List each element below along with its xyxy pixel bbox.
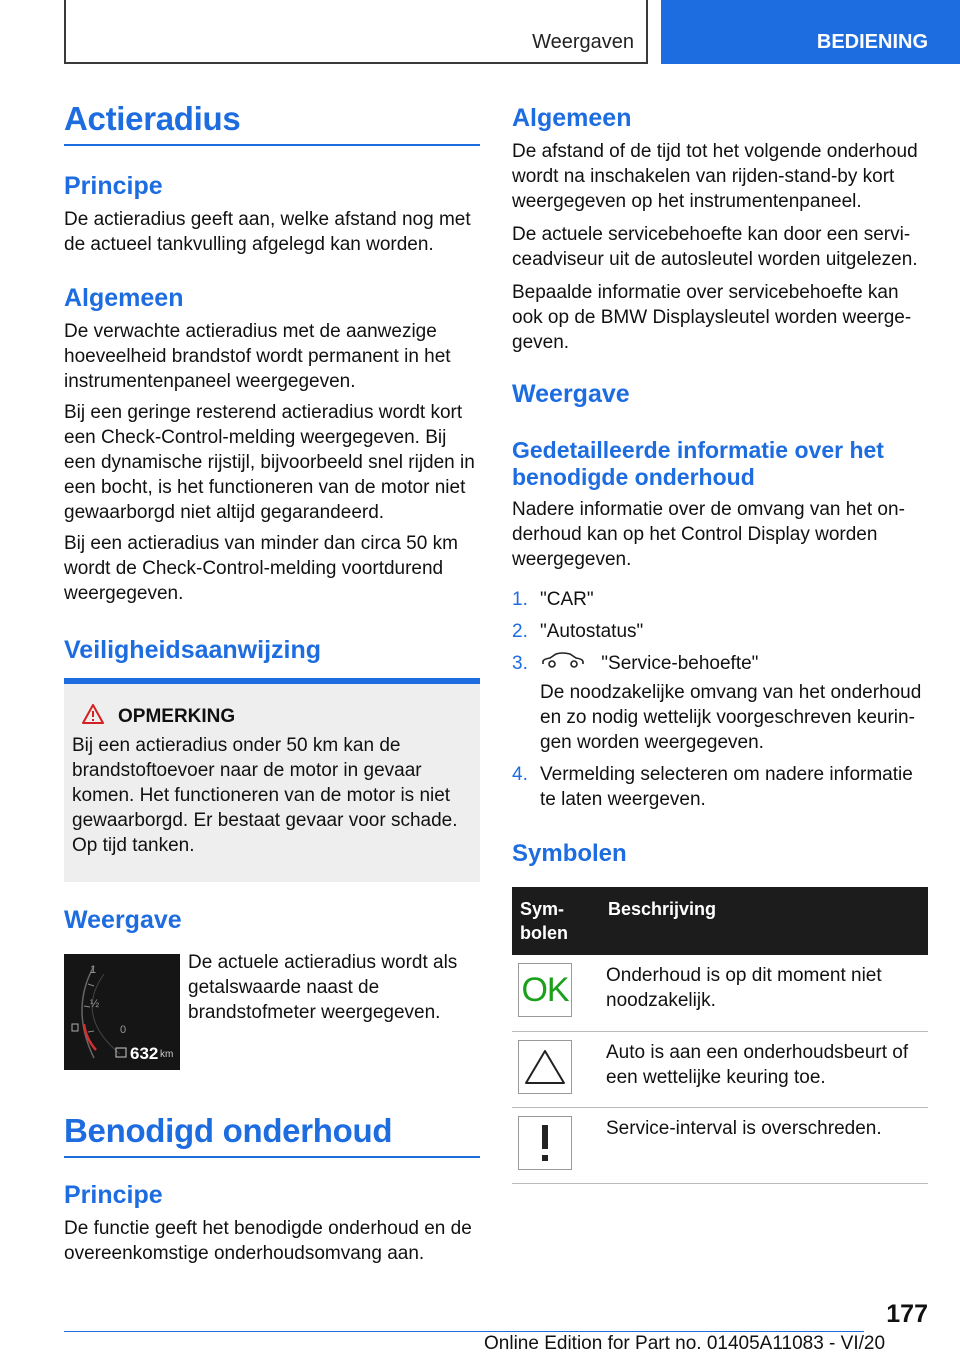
table-row xyxy=(512,1107,928,1183)
ok-icon xyxy=(518,963,572,1017)
table-row xyxy=(512,955,928,1031)
page-number: 177 xyxy=(886,1300,928,1328)
detail-section xyxy=(512,437,928,572)
step-text: Vermelding selecteren om nadere informatie te laten weergeven. xyxy=(540,764,913,811)
principe2-text: De functie geeft het benodigde onderhoud en de overeenkomstige onderhoudsomvang aan. xyxy=(64,1218,472,1264)
title-actieradius-block xyxy=(64,100,480,146)
principe-heading: Principe xyxy=(64,172,163,200)
warning-triangle-icon xyxy=(518,1040,572,1094)
weergave-heading-left: Weergave xyxy=(64,906,182,934)
weergave-heading-right: Weergave xyxy=(512,380,630,408)
step-number: 2. xyxy=(512,621,528,642)
weergave-text-left: De actuele actieradius wordt als getalswaarde naast de brandstofmeter weergegeven. xyxy=(188,952,458,1023)
algemeen-right-paragraph-3: Bepaalde informatie over servicebehoefte kan ook op de BMW Displaysleutel worden weergegeven. xyxy=(512,282,912,353)
weergave-section-right xyxy=(512,380,928,409)
algemeen-paragraph-3: Bij een actieradius van minder dan circa 50 km wordt de Check-Control-melding voortdurend weergegeven. xyxy=(64,533,458,604)
cluster-scale-0: 0 xyxy=(120,1024,127,1036)
detail-heading: Gedetailleerde informatie over het benodigde onderhoud xyxy=(512,437,884,490)
symbol-cell xyxy=(512,1031,600,1107)
steps-list xyxy=(512,587,928,812)
step-subtext: De noodzakelijke omvang van het onderhoud en zo nodig wettelijk voorgeschreven keuringen worden weergegeven. xyxy=(540,682,922,754)
algemeen-section-left xyxy=(64,284,480,606)
table-row xyxy=(512,1031,928,1107)
header-section-label: Weergaven xyxy=(532,31,634,53)
step-number: 3. xyxy=(512,653,528,674)
warning-triangle-icon xyxy=(82,704,104,729)
step-text: "Autostatus" xyxy=(540,621,644,642)
algemeen-section-right xyxy=(512,104,928,355)
step-number: 4. xyxy=(512,764,528,786)
safety-section xyxy=(64,636,480,665)
algemeen-paragraph-2: Bij een geringe resterend actieradius wordt kort een Check-Control-melding weergegeven. Bij een dynamische rijstijl, bijvoorbeeld snel rijden in een bocht, is het functioneren van de motor niet gewaarborgd niet altijd gegarandeerd. xyxy=(64,402,475,523)
symbol-cell xyxy=(512,955,600,1031)
algemeen-paragraph-1: De verwachte actieradius met de aanwezige hoeveelheid brandstof wordt permanent in het instrumentenpaneel weergegeven. xyxy=(64,321,451,392)
header-chapter-label: BEDIENING xyxy=(816,31,928,53)
algemeen-right-paragraph-2: De actuele servicebehoefte kan door een serviceadviseur uit de autosleutel worden uitgelezen. xyxy=(512,224,918,270)
symbols-table-header xyxy=(512,887,928,955)
symbols-heading: Symbolen xyxy=(512,840,627,867)
description-cell: Auto is aan een onderhoudsbeurt of een wettelijke keuring toe. xyxy=(600,1031,928,1107)
car-icon xyxy=(540,651,586,676)
detail-text: Nadere informatie over de omvang van het onderhoud kan op het Control Display worden weergegeven. xyxy=(512,499,905,570)
steps-list-block xyxy=(512,587,928,819)
edition-text: Online Edition for Part no. 01405A11083 - VI/20 xyxy=(484,1333,886,1354)
step-text: "CAR" xyxy=(540,589,594,610)
principe-section xyxy=(64,172,480,257)
description-cell: Onderhoud is op dit moment niet noodzakelijk. xyxy=(600,955,928,1031)
step-item xyxy=(512,762,928,812)
principe-text: De actieradius geeft aan, welke afstand nog met de actueel tankvulling afgelegd kan worden. xyxy=(64,209,471,255)
step-text: "Service-behoefte" xyxy=(601,653,759,674)
warning-title: OPMERKING xyxy=(118,705,236,727)
step-number: 1. xyxy=(512,589,528,610)
cluster-range-value: 632 xyxy=(130,1044,159,1063)
ok-symbol-text: OK xyxy=(521,970,569,1009)
footer-divider xyxy=(64,1331,864,1332)
step-item xyxy=(512,651,928,755)
symbols-col-header: Symbolen xyxy=(512,887,600,955)
cluster-range-unit: km xyxy=(160,1049,174,1060)
symbols-section xyxy=(512,840,928,868)
header-section-tab xyxy=(64,0,648,64)
step-item xyxy=(512,587,928,612)
cluster-scale-1: 1 xyxy=(90,964,97,976)
warning-box xyxy=(64,678,480,882)
principe2-section xyxy=(64,1181,480,1266)
instrument-cluster-image xyxy=(64,954,180,1070)
cluster-scale-half: ½ xyxy=(90,998,100,1010)
weergave-section-left xyxy=(64,906,480,935)
safety-heading: Veiligheidsaanwijzing xyxy=(64,636,322,664)
warning-title-row xyxy=(72,704,472,729)
title-benodigd-block xyxy=(64,1112,480,1158)
description-cell: Service-interval is overschreden. xyxy=(600,1107,928,1183)
principe2-heading: Principe xyxy=(64,1181,163,1209)
algemeen-heading-left: Algemeen xyxy=(64,284,184,312)
description-col-header: Beschrijving xyxy=(600,887,928,955)
exclamation-icon xyxy=(518,1116,572,1170)
weergave-text-block xyxy=(188,950,480,1025)
header-chapter-tab xyxy=(661,0,960,64)
algemeen-right-paragraph-1: De afstand of de tijd tot het volgende onderhoud wordt na inschakelen van rijden-stand-by kort weergegeven op het instrumentenpaneel. xyxy=(512,141,918,212)
step-item xyxy=(512,619,928,644)
symbols-table xyxy=(512,887,928,1184)
page-title-actieradius: Actieradius xyxy=(64,100,480,146)
algemeen-heading-right: Algemeen xyxy=(512,104,632,132)
page-title-benodigd-onderhoud: Benodigd onderhoud xyxy=(64,1112,480,1158)
warning-text: Bij een actieradius onder 50 km kan de brandstoftoevoer naar de motor in gevaar komen. Het functioneren van de motor is niet gewaarborgd. Er bestaat gevaar voor schade. Op tijd tanken. xyxy=(72,735,458,856)
symbol-cell xyxy=(512,1107,600,1183)
